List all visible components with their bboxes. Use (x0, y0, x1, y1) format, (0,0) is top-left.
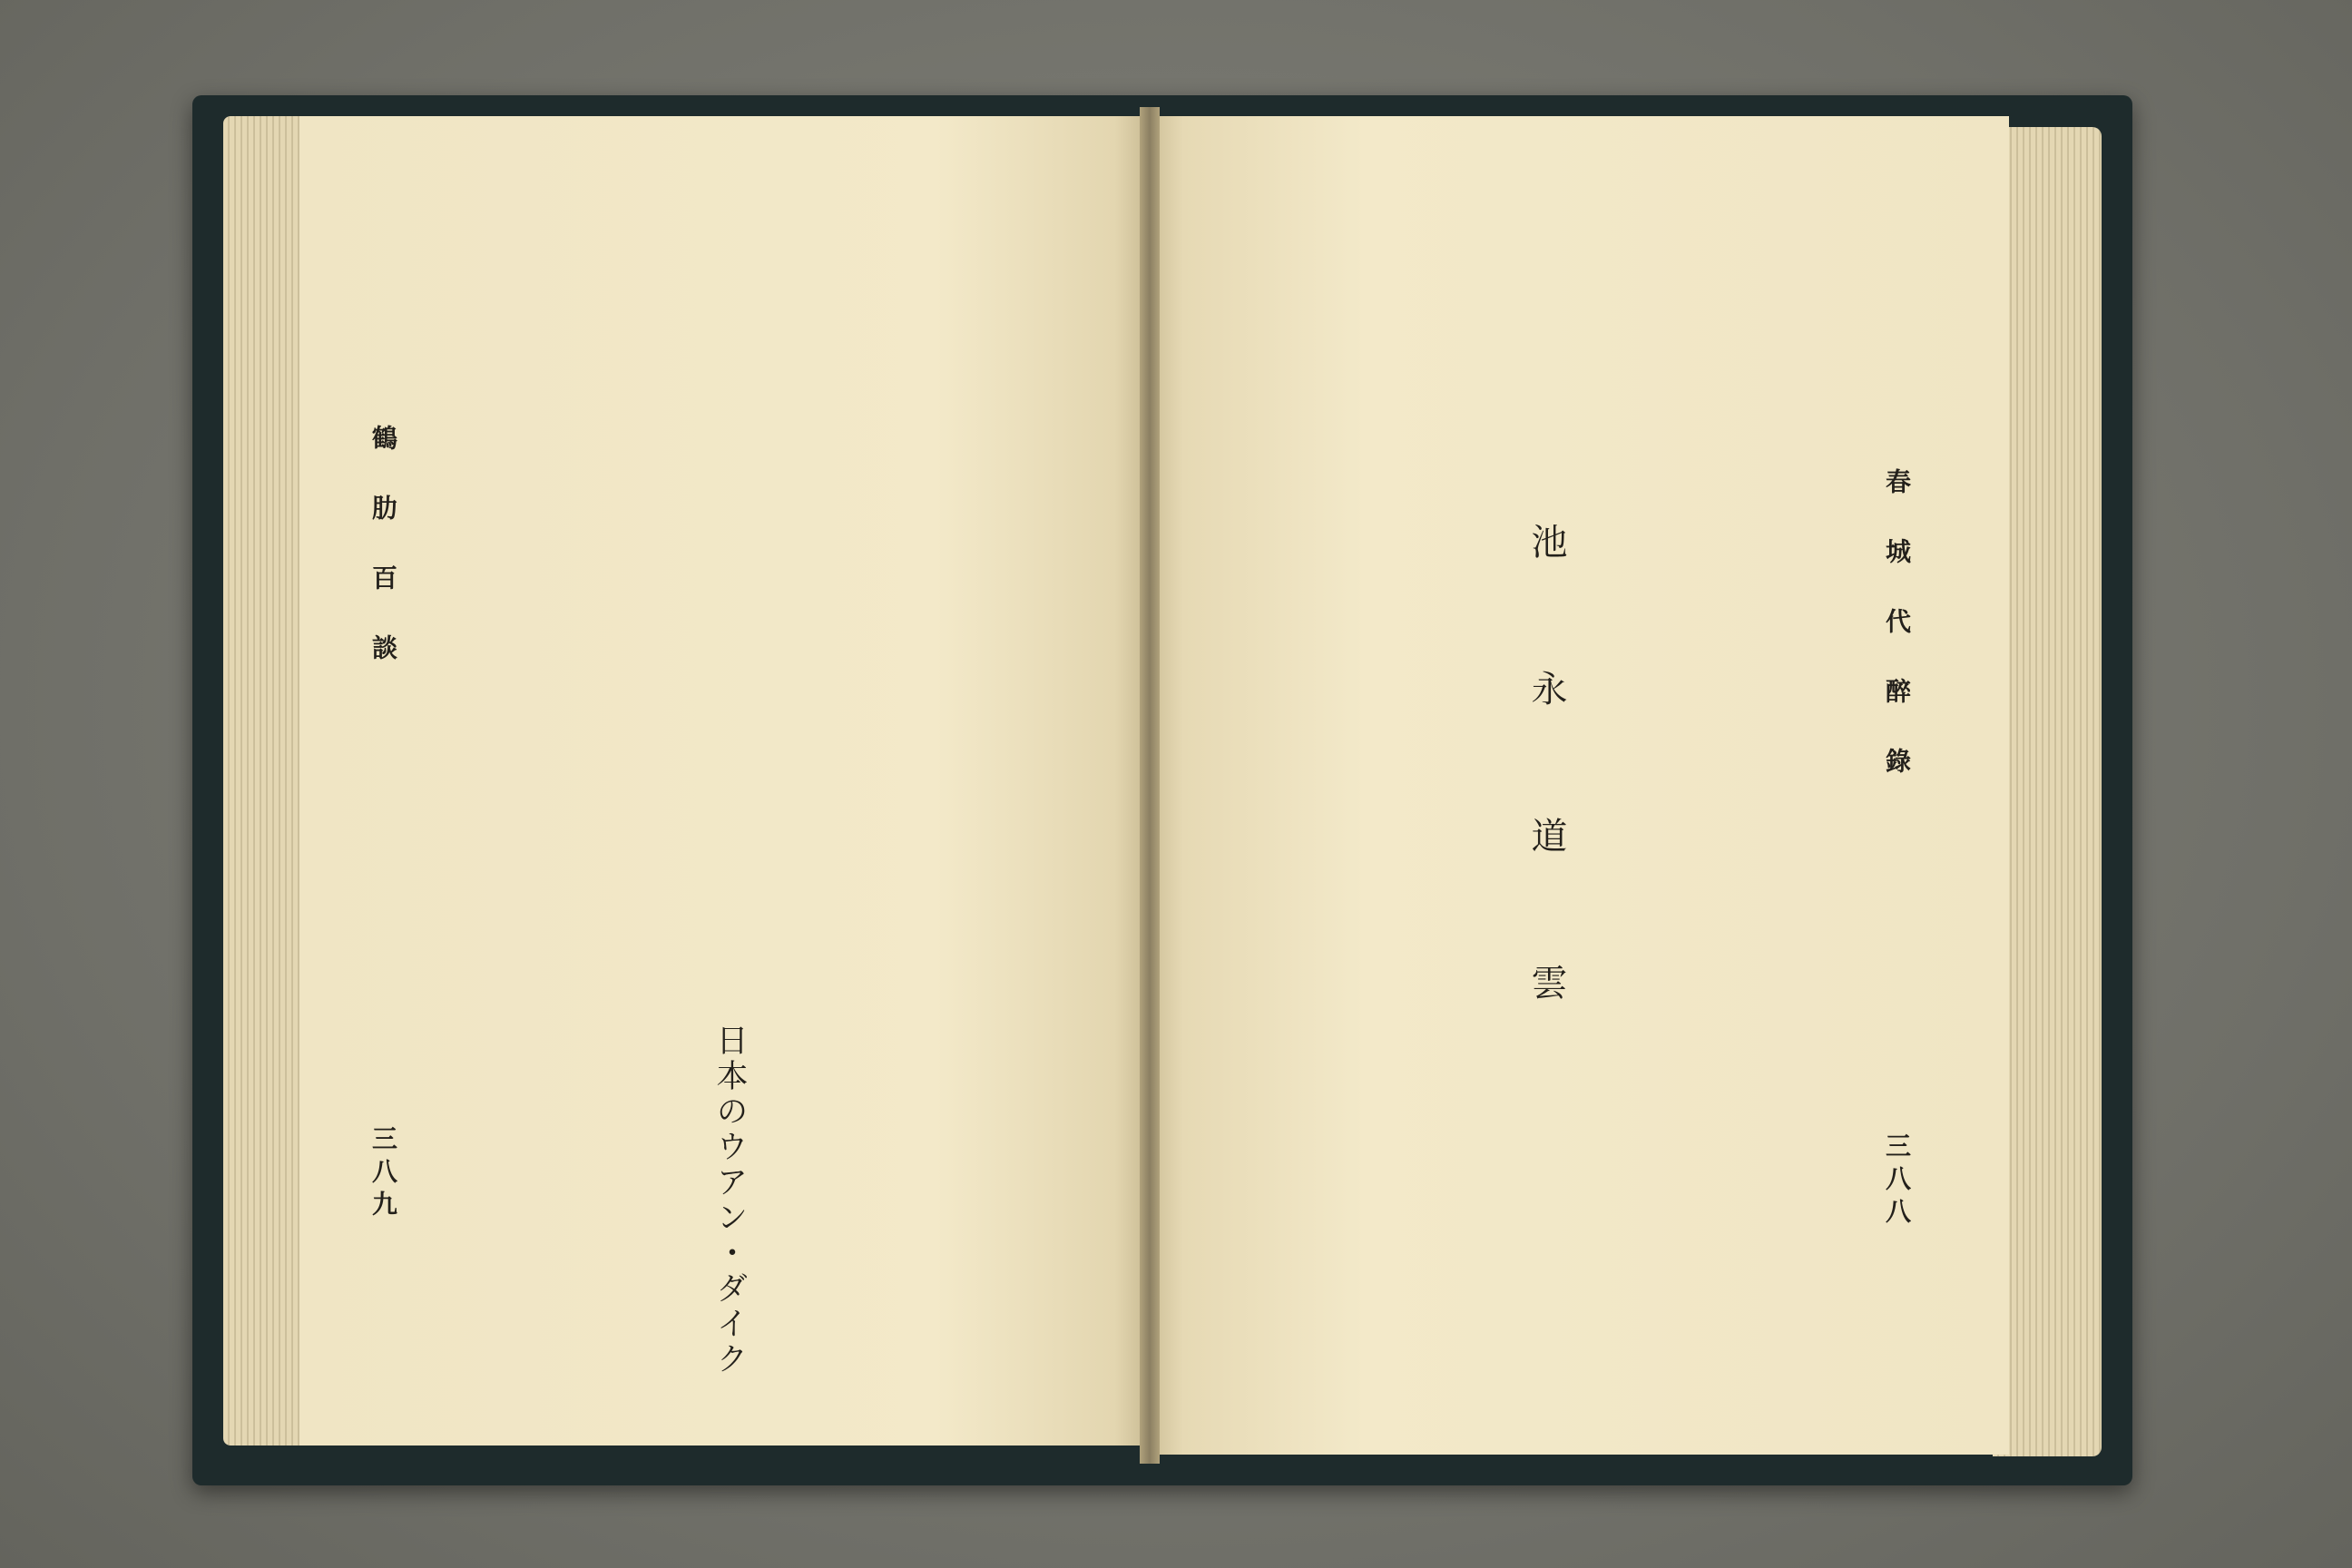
left-page (299, 116, 1149, 1446)
page-number: 三八九 (368, 1125, 398, 1223)
section-title: 池 永 道 雲 (1525, 523, 1567, 1034)
running-head: 鶴 肋 百 談 (368, 425, 398, 667)
page-edges-right (1993, 127, 2102, 1456)
spine-gutter (1140, 107, 1160, 1464)
running-head: 春 城 代 醉 錄 (1882, 468, 1912, 780)
section-title: 日本のウアン・ダイク (711, 1024, 748, 1377)
page-number: 三八八 (1882, 1132, 1912, 1230)
right-page (1149, 116, 2009, 1455)
page-edges-left (223, 116, 310, 1446)
